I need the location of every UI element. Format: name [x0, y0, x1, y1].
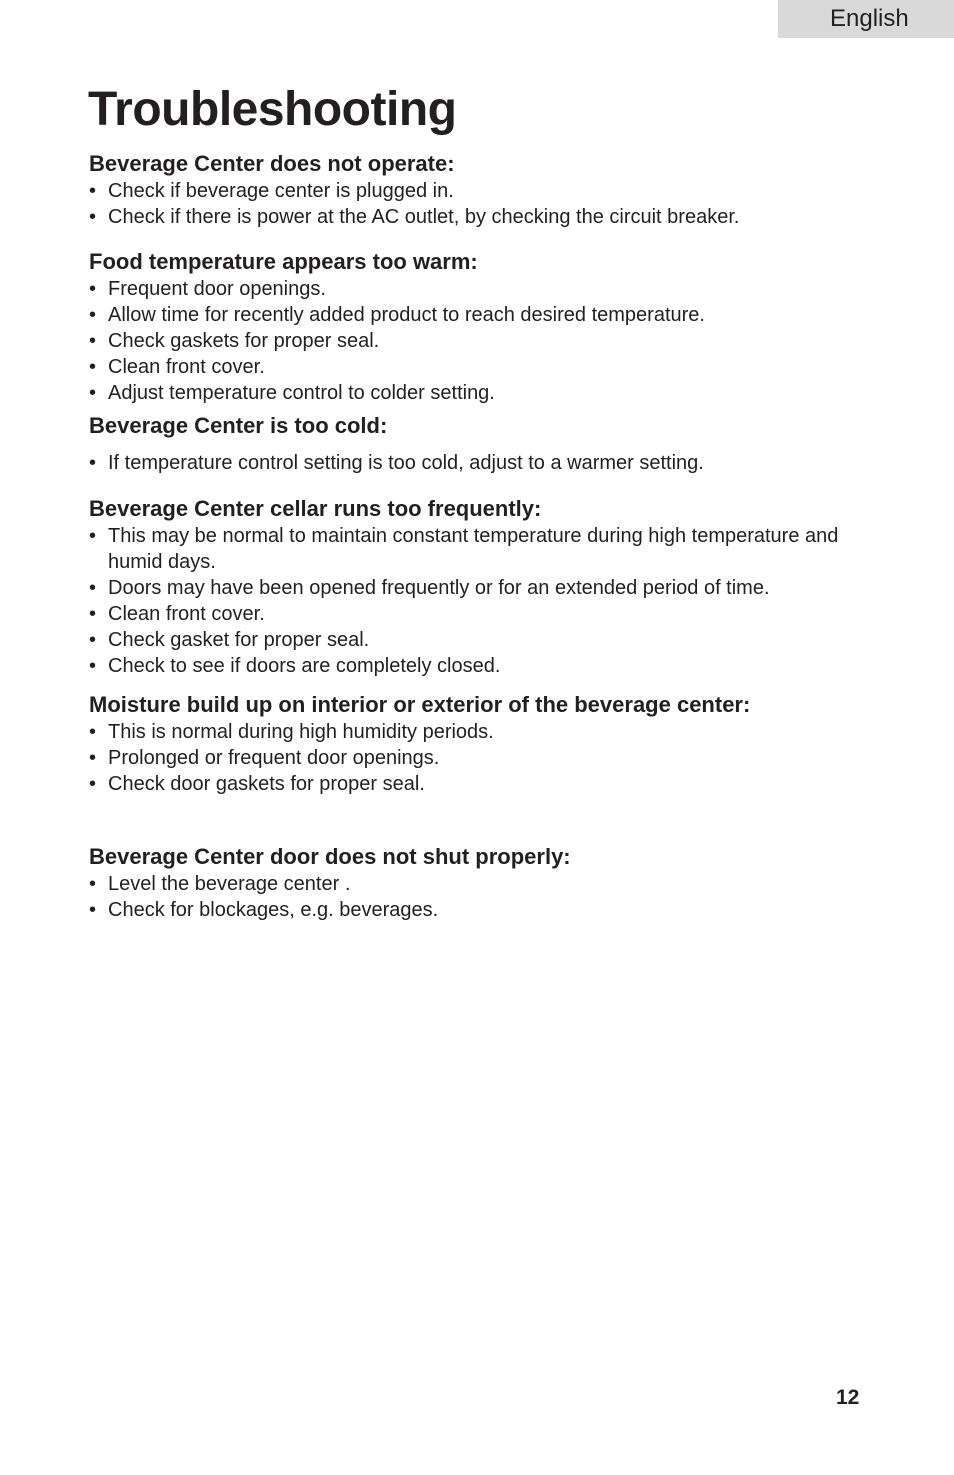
list-item: • Check gaskets for proper seal. — [89, 328, 849, 354]
bullet-list — [89, 178, 849, 230]
list-item: • Check gasket for proper seal. — [89, 627, 849, 653]
section-heading: Moisture build up on interior or exterior of the beverage center: — [89, 692, 751, 717]
section-heading: Beverage Center does not operate: — [89, 151, 455, 176]
bullet-list — [89, 719, 849, 797]
section-too-cold — [89, 412, 849, 476]
section-heading: Beverage Center cellar runs too frequently: — [89, 496, 542, 521]
list-item: • Adjust temperature control to colder setting. — [89, 380, 849, 406]
bullet-list — [89, 523, 849, 679]
page-title: Troubleshooting — [88, 83, 457, 136]
list-item: • Prolonged or frequent door openings. — [89, 745, 849, 771]
list-item: • This is normal during high humidity periods. — [89, 719, 849, 745]
section-runs-too-frequently — [89, 495, 849, 679]
section-too-warm — [89, 248, 849, 406]
section-heading: Food temperature appears too warm: — [89, 249, 478, 274]
bullet-list — [89, 276, 849, 406]
list-item: • Level the beverage center . — [89, 871, 849, 897]
list-item: • Clean front cover. — [89, 354, 849, 380]
list-item: • Allow time for recently added product to reach desired temperature. — [89, 302, 849, 328]
list-item: • If temperature control setting is too cold, adjust to a warmer setting. — [89, 450, 849, 476]
list-item: • Check if beverage center is plugged in. — [89, 178, 849, 204]
section-door-not-shut — [89, 843, 849, 923]
list-item: • Check for blockages, e.g. beverages. — [89, 897, 849, 923]
list-item: • Doors may have been opened frequently or for an extended period of time. — [89, 575, 849, 601]
section-moisture — [89, 691, 849, 797]
list-item: • Check if there is power at the AC outlet, by checking the circuit breaker. — [89, 204, 849, 230]
language-tab — [778, 0, 954, 38]
section-heading: Beverage Center door does not shut properly: — [89, 844, 571, 869]
language-label: English — [830, 5, 909, 32]
list-item: • Check door gaskets for proper seal. — [89, 771, 849, 797]
bullet-list — [89, 450, 849, 476]
section-heading: Beverage Center is too cold: — [89, 413, 388, 438]
bullet-list — [89, 871, 849, 923]
list-item: • Clean front cover. — [89, 601, 849, 627]
list-item: • Frequent door openings. — [89, 276, 849, 302]
list-item: • Check to see if doors are completely closed. — [89, 653, 849, 679]
page-number: 12 — [836, 1386, 860, 1409]
list-item: • This may be normal to maintain constant temperature during high temperature and humid days. — [89, 523, 849, 575]
section-does-not-operate — [89, 150, 849, 230]
